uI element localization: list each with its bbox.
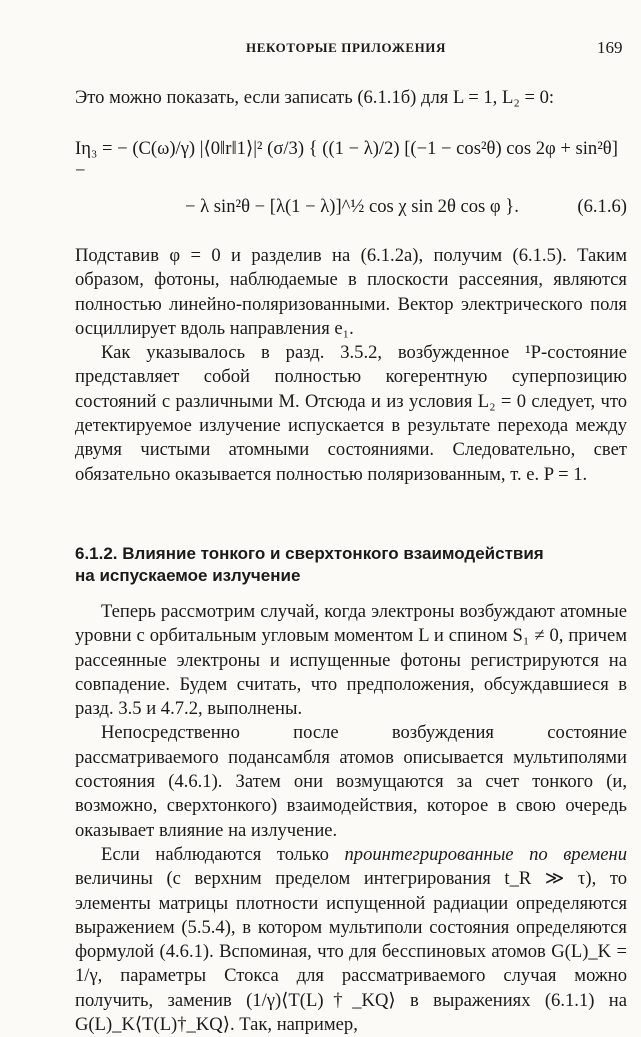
page-header (0, 40, 641, 62)
formula-text-1: Iη₃ = − (C(ω)/γ) |⟨0‖r‖1⟩|² (σ/3) { ((1 − λ)/2) [(−1 − cos²θ) cos 2φ + sin²θ] − (75, 138, 618, 181)
section-title-line-2: на испускаемое излучение (75, 566, 301, 585)
paragraph-intro: Это можно показать, если записать (6.1.1б) для L = 1, L₂ = 0: (75, 87, 555, 108)
intro-block (75, 86, 627, 110)
section-title-line-1: Влияние тонкого и сверхтонкого взаимодействия (122, 544, 544, 563)
formula-text-2: − λ sin²θ − [λ(1 − λ)]^½ cos χ sin 2θ cos φ }. (185, 196, 519, 217)
equation-number: (6.1.6) (577, 196, 627, 217)
text-block-3 (75, 600, 627, 1037)
section-number: 6.1.2. (75, 544, 118, 563)
paragraph-fine-structure-case: Теперь рассмотрим случай, когда электроны возбуждают атомные уровни с орбитальным угловым моментом L и спином S₁ ≠ 0, причем рассеянные электроны и испущенные фотоны регистрируются на совпадение. Будем считать, что предположения, обсуждавшиеся в разд. 3.5 и 4.7.2, выполнены. (75, 601, 627, 720)
paragraph-coherent-superposition: Как указывалось в разд. 3.5.2, возбужденное ¹P-состояние представляет собой полностью когерентную суперпозицию состояний с различными M. Отсюда и из условия L₂ = 0 следует, что детектируемое излучение испускается в результате перехода между двумя чистыми атомными состояниями. Следовательно, свет обязательно оказывается полностью поляризованным, т. е. P = 1. (75, 342, 627, 485)
para6-start: Если наблюдаются только (101, 843, 345, 865)
page-number: 169 (597, 38, 623, 57)
paragraph-state-multipoles: Непосредственно после возбуждения состояние рассматриваемого подансамбля атомов описывается мультиполями состояния (4.6.1). Затем они возмущаются за счет тонкого (и, возможно, сверхтонкого) взаимодействия, которое в свою очередь оказывает влияние на излучение. (75, 722, 627, 841)
text-block-2 (75, 244, 627, 487)
para6-rest: величины (с верхним пределом интегрирования t_R ≫ τ), то элементы матрицы плотности испущенной радиации определяются выражением (5.5.4), в котором мультиполи состояния определяются формулой (4.6.1). Вспоминая, что для бесспиновых атомов G(L)_K = 1/γ, параметры Стокса для рассматриваемого случая можно получить, заменив (1/γ)⟨T(L)†_KQ⟩ в выражениях (6.1.1) на G(L)_K⟨T(L)†_KQ⟩. Так, например, (75, 868, 627, 1036)
section-heading (75, 543, 627, 587)
para6-italic-phrase: проинтегрированные по времени (344, 843, 627, 865)
running-title: НЕКОТОРЫЕ ПРИЛОЖЕНИЯ (246, 40, 447, 55)
formula-line-1 (75, 138, 627, 182)
paragraph-substitution: Подставив φ = 0 и разделив на (6.1.2a), получим (6.1.5). Таким образом, фотоны, наблюдаемые в плоскости рассеяния, являются полностью линейно-поляризованными. Вектор электрического поля осциллирует вдоль направления e₁. (75, 245, 627, 339)
formula-line-2 (75, 196, 627, 218)
paragraph-time-integrated (75, 843, 627, 1037)
section-heading-line-1 (75, 543, 627, 565)
